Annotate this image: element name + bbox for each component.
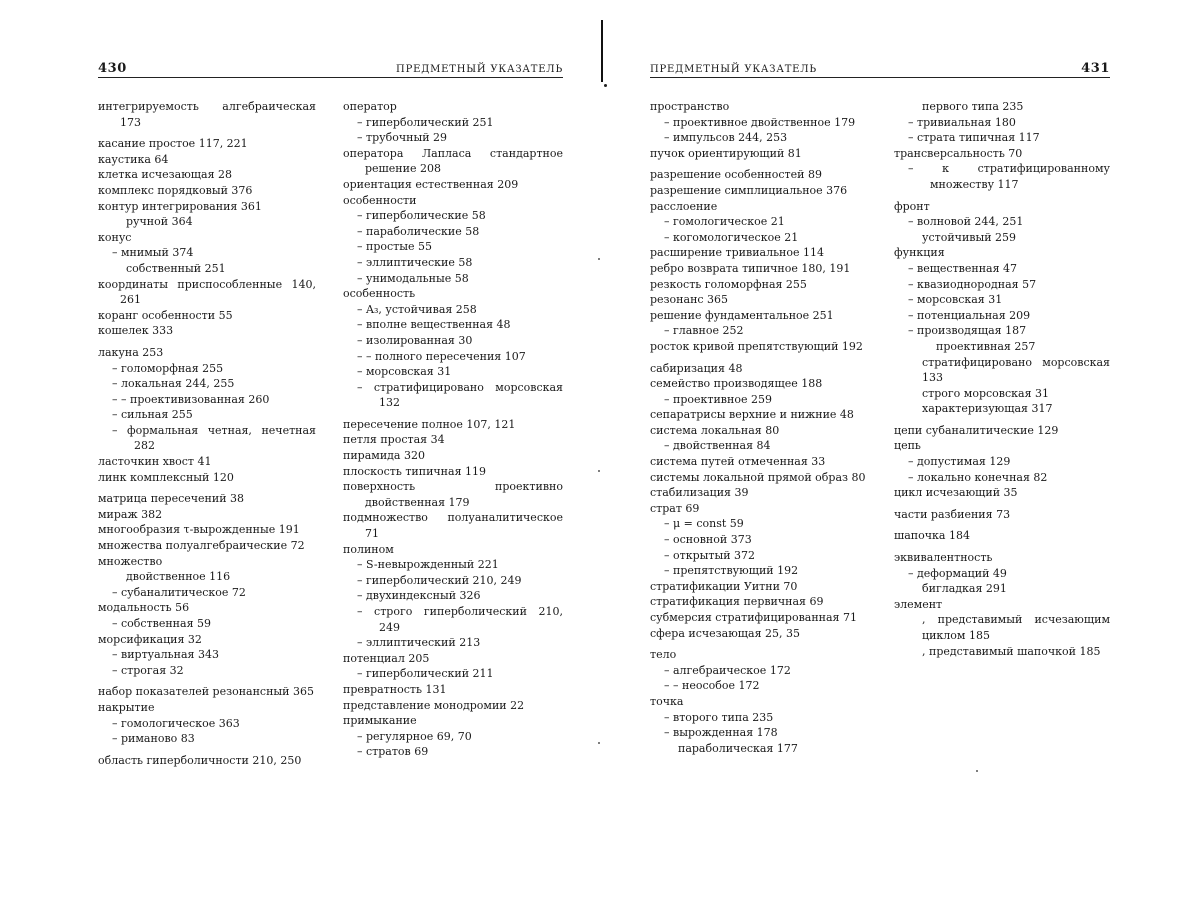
- index-entry: – квазиоднородная 57: [908, 277, 1037, 291]
- index-entry: набор показателей резонансный 365: [98, 685, 315, 699]
- book-spine: [601, 20, 603, 82]
- index-entry: – изолированная 30: [357, 333, 473, 347]
- index-entry: – когомологическое 21: [664, 230, 799, 244]
- index-entry: – – проективизованная 260: [112, 392, 270, 406]
- index-entry: пирамида 320: [343, 449, 425, 463]
- index-entry: – μ = const 59: [664, 517, 744, 531]
- index-entry: – гиперболический 211: [357, 667, 494, 681]
- page-header: [98, 55, 563, 78]
- index-entry: элемент: [894, 597, 943, 611]
- index-entry: – двухиндексный 326: [357, 589, 481, 603]
- index-entry: – главное 252: [664, 324, 744, 338]
- index-entry: строго морсовская 31: [922, 386, 1050, 400]
- index-entry: расширение тривиальное 114: [650, 246, 825, 260]
- index-entry: – гомологическое 21: [664, 215, 785, 229]
- index-entry: множества полуалгебраические 72: [98, 539, 305, 553]
- index-entry: – вещественная 47: [908, 261, 1018, 275]
- index-entry: потенциал 205: [343, 651, 430, 665]
- index-entry: лакуна 253: [98, 345, 164, 359]
- index-entry: стратификация первичная 69: [650, 595, 824, 609]
- index-entry: множество: [98, 554, 163, 568]
- index-entry: особенность: [343, 287, 416, 301]
- index-entry: , представимый исчезающим циклом 185: [922, 613, 1110, 642]
- index-entry: – регулярное 69, 70: [357, 729, 472, 743]
- index-entry: – потенциальная 209: [908, 308, 1031, 322]
- index-entry: поверхность проективно двойственная 179: [343, 480, 563, 509]
- index-entry: – проективное двойственное 179: [664, 115, 856, 129]
- index-entry: – алгебраическое 172: [664, 663, 791, 677]
- index-entry: фронт: [894, 199, 930, 213]
- index-entry: цепи субаналитические 129: [894, 423, 1059, 437]
- index-entry: – виртуальная 343: [112, 648, 219, 662]
- index-entry: первого типа 235: [922, 100, 1024, 113]
- running-title: ПРЕДМЕТНЫЙ УКАЗАТЕЛЬ: [650, 64, 817, 75]
- index-entry: бигладкая 291: [922, 582, 1007, 596]
- index-entry: – собственная 59: [112, 617, 212, 630]
- index-entry: – гиперболический 210, 249: [357, 573, 522, 587]
- index-entry: клетка исчезающая 28: [98, 168, 233, 182]
- index-entry: подмножество полуаналитическое 71: [343, 511, 563, 541]
- index-entry: – гиперболические 58: [357, 209, 486, 223]
- index-entry: – вырожденная 178: [664, 726, 778, 740]
- index-entry: пересечение полное 107, 121: [343, 417, 516, 431]
- index-entry: накрытие: [98, 700, 155, 714]
- index-entry: – стратифицировано морсовская 132: [357, 380, 563, 410]
- index-entry: оператора Лапласа стандартное решение 208: [343, 146, 563, 176]
- index-entry: – тривиальная 180: [908, 115, 1016, 129]
- index-entry: мираж 382: [98, 507, 163, 521]
- index-entry: страт 69: [650, 501, 700, 515]
- index-entry: особенности: [343, 193, 417, 207]
- index-entry: – гомологическое 363: [112, 716, 240, 730]
- index-entry: ориентация естественная 209: [343, 177, 519, 191]
- index-entry: шапочка 184: [894, 529, 970, 543]
- index-entry: эквивалентность: [894, 551, 993, 565]
- index-column: [343, 99, 563, 760]
- index-entry: сабиризация 48: [650, 361, 743, 375]
- index-entry: превратность 131: [343, 682, 447, 696]
- index-entry: – гиперболический 251: [357, 115, 494, 129]
- index-entry: – импульсов 244, 253: [664, 131, 788, 145]
- index-entry: система локальная 80: [650, 423, 780, 437]
- index-entry: комплекс порядковый 376: [98, 183, 253, 197]
- index-entry: петля простая 34: [343, 433, 445, 447]
- scan-speck: [604, 84, 607, 87]
- index-entry: – унимодальные 58: [357, 271, 469, 285]
- index-column: [894, 99, 1110, 659]
- index-entry: расслоение: [650, 199, 718, 213]
- index-entry: – морсовская 31: [908, 293, 1003, 307]
- index-entry: примыкание: [343, 714, 417, 728]
- index-entry: характеризующая 317: [922, 402, 1053, 416]
- index-entry: – параболические 58: [357, 224, 480, 238]
- index-entry: пространство: [650, 100, 730, 113]
- page-number: 430: [98, 61, 127, 76]
- index-entry: ласточкин хвост 41: [98, 455, 212, 469]
- index-entry: – проективное 259: [664, 392, 772, 406]
- index-entry: – A₃, устойчивая 258: [357, 302, 477, 316]
- index-entry: – локальная 244, 255: [112, 377, 235, 391]
- index-entry: система путей отмеченная 33: [650, 455, 826, 469]
- index-entry: – стратов 69: [357, 745, 429, 759]
- page-header: [650, 55, 1110, 78]
- index-entry: цикл исчезающий 35: [894, 486, 1018, 500]
- index-entry: – риманово 83: [112, 732, 195, 746]
- index-entry: – эллиптический 213: [357, 636, 481, 650]
- index-entry: – – полного пересечения 107: [357, 349, 526, 363]
- index-entry: резонанс 365: [650, 293, 729, 307]
- index-entry: , представимый шапочкой 185: [922, 644, 1101, 658]
- index-entry: полином: [343, 542, 394, 556]
- scan-speck: [598, 258, 600, 260]
- index-entry: резкость голоморфная 255: [650, 277, 807, 291]
- index-entry: – эллиптические 58: [357, 255, 473, 269]
- index-entry: разрешение симплициальное 376: [650, 183, 848, 197]
- left-page: [98, 55, 563, 815]
- index-entry: пучок ориентирующий 81: [650, 146, 802, 160]
- index-entry: – S-невырожденный 221: [357, 558, 499, 572]
- index-entry: – деформаций 49: [908, 566, 1007, 580]
- index-entry: росток кривой препятствующий 192: [650, 339, 863, 353]
- index-entry: сфера исчезающая 25, 35: [650, 626, 800, 640]
- index-entry: – морсовская 31: [357, 365, 452, 379]
- index-entry: – простые 55: [357, 240, 432, 254]
- scan-speck: [598, 742, 600, 744]
- page-number: 431: [1081, 61, 1110, 76]
- index-entry: координаты приспособленные 140, 261: [98, 277, 316, 307]
- index-entry: – строгая 32: [112, 663, 184, 677]
- index-entry: – допустимая 129: [908, 455, 1011, 469]
- index-entry: семейство производящее 188: [650, 377, 823, 391]
- index-entry: – субаналитическое 72: [112, 585, 246, 599]
- index-entry: сепаратрисы верхние и нижние 48: [650, 408, 854, 422]
- index-entry: стратифицировано морсовская 133: [922, 355, 1110, 385]
- index-entry: – мнимый 374: [112, 246, 194, 260]
- index-entry: оператор: [343, 100, 397, 113]
- index-entry: морсификация 32: [98, 632, 202, 646]
- index-entry: субмерсия стратифицированная 71: [650, 611, 857, 624]
- index-entry: ручной 364: [126, 215, 193, 229]
- index-entry: тело: [650, 648, 677, 662]
- index-entry: двойственное 116: [126, 570, 231, 584]
- index-entry: точка: [650, 694, 684, 708]
- scan-speck: [598, 470, 600, 472]
- index-entry: каустика 64: [98, 152, 169, 166]
- index-entry: – волновой 244, 251: [908, 215, 1024, 229]
- index-entry: трансверсальность 70: [894, 146, 1023, 160]
- index-entry: – основной 373: [664, 533, 752, 547]
- index-entry: ребро возврата типичное 180, 191: [650, 261, 851, 275]
- index-entry: – страта типичная 117: [908, 131, 1040, 145]
- index-entry: многообразия τ-вырожденные 191: [98, 523, 300, 537]
- index-entry: параболическая 177: [678, 741, 798, 755]
- index-entry: стабилизация 39: [650, 486, 749, 500]
- index-entry: функция: [894, 246, 945, 260]
- index-entry: касание простое 117, 221: [98, 137, 248, 151]
- index-entry: конус: [98, 230, 132, 244]
- index-entry: – голоморфная 255: [112, 361, 224, 375]
- index-entry: стратификации Уитни 70: [650, 579, 798, 593]
- index-entry: область гиперболичности 210, 250: [98, 753, 302, 767]
- index-entry: матрица пересечений 38: [98, 492, 245, 506]
- index-entry: – сильная 255: [112, 408, 193, 422]
- index-entry: – к стратифицированному множеству 117: [908, 162, 1110, 191]
- index-entry: – вполне вещественная 48: [357, 318, 511, 332]
- index-entry: проективная 257: [936, 339, 1036, 353]
- index-entry: коранг особенности 55: [98, 308, 233, 322]
- index-entry: – локально конечная 82: [908, 470, 1048, 484]
- index-entry: системы локальной прямой образ 80: [650, 470, 866, 484]
- index-entry: решение фундаментальное 251: [650, 308, 834, 322]
- index-entry: – открытый 372: [664, 548, 756, 562]
- running-title: ПРЕДМЕТНЫЙ УКАЗАТЕЛЬ: [396, 64, 563, 75]
- index-entry: – второго типа 235: [664, 710, 774, 724]
- index-entry: – формальная четная, нечетная 282: [112, 423, 316, 453]
- index-entry: представление монодромии 22: [343, 698, 525, 712]
- index-column: [98, 99, 316, 768]
- index-entry: устойчивый 259: [922, 230, 1017, 244]
- right-page: [650, 55, 1110, 815]
- index-entry: собственный 251: [126, 261, 226, 275]
- index-column: [650, 99, 872, 756]
- index-entry: – производящая 187: [908, 324, 1027, 338]
- index-entry: интегрируемость алгебраическая 173: [98, 100, 316, 129]
- index-entry: – трубочный 29: [357, 131, 448, 145]
- index-entry: линк комплексный 120: [98, 470, 234, 484]
- index-entry: модальность 56: [98, 601, 190, 615]
- index-entry: разрешение особенностей 89: [650, 168, 822, 182]
- index-entry: – двойственная 84: [664, 439, 771, 453]
- index-entry: – строго гиперболический 210, 249: [357, 605, 563, 634]
- index-entry: части разбиения 73: [894, 507, 1011, 521]
- index-entry: цепь: [894, 439, 921, 453]
- index-entry: кошелек 333: [98, 324, 174, 338]
- index-entry: – препятствующий 192: [664, 564, 799, 578]
- index-entry: плоскость типичная 119: [343, 464, 487, 478]
- index-entry: – – неособое 172: [664, 679, 760, 693]
- index-entry: контур интегрирования 361: [98, 199, 262, 213]
